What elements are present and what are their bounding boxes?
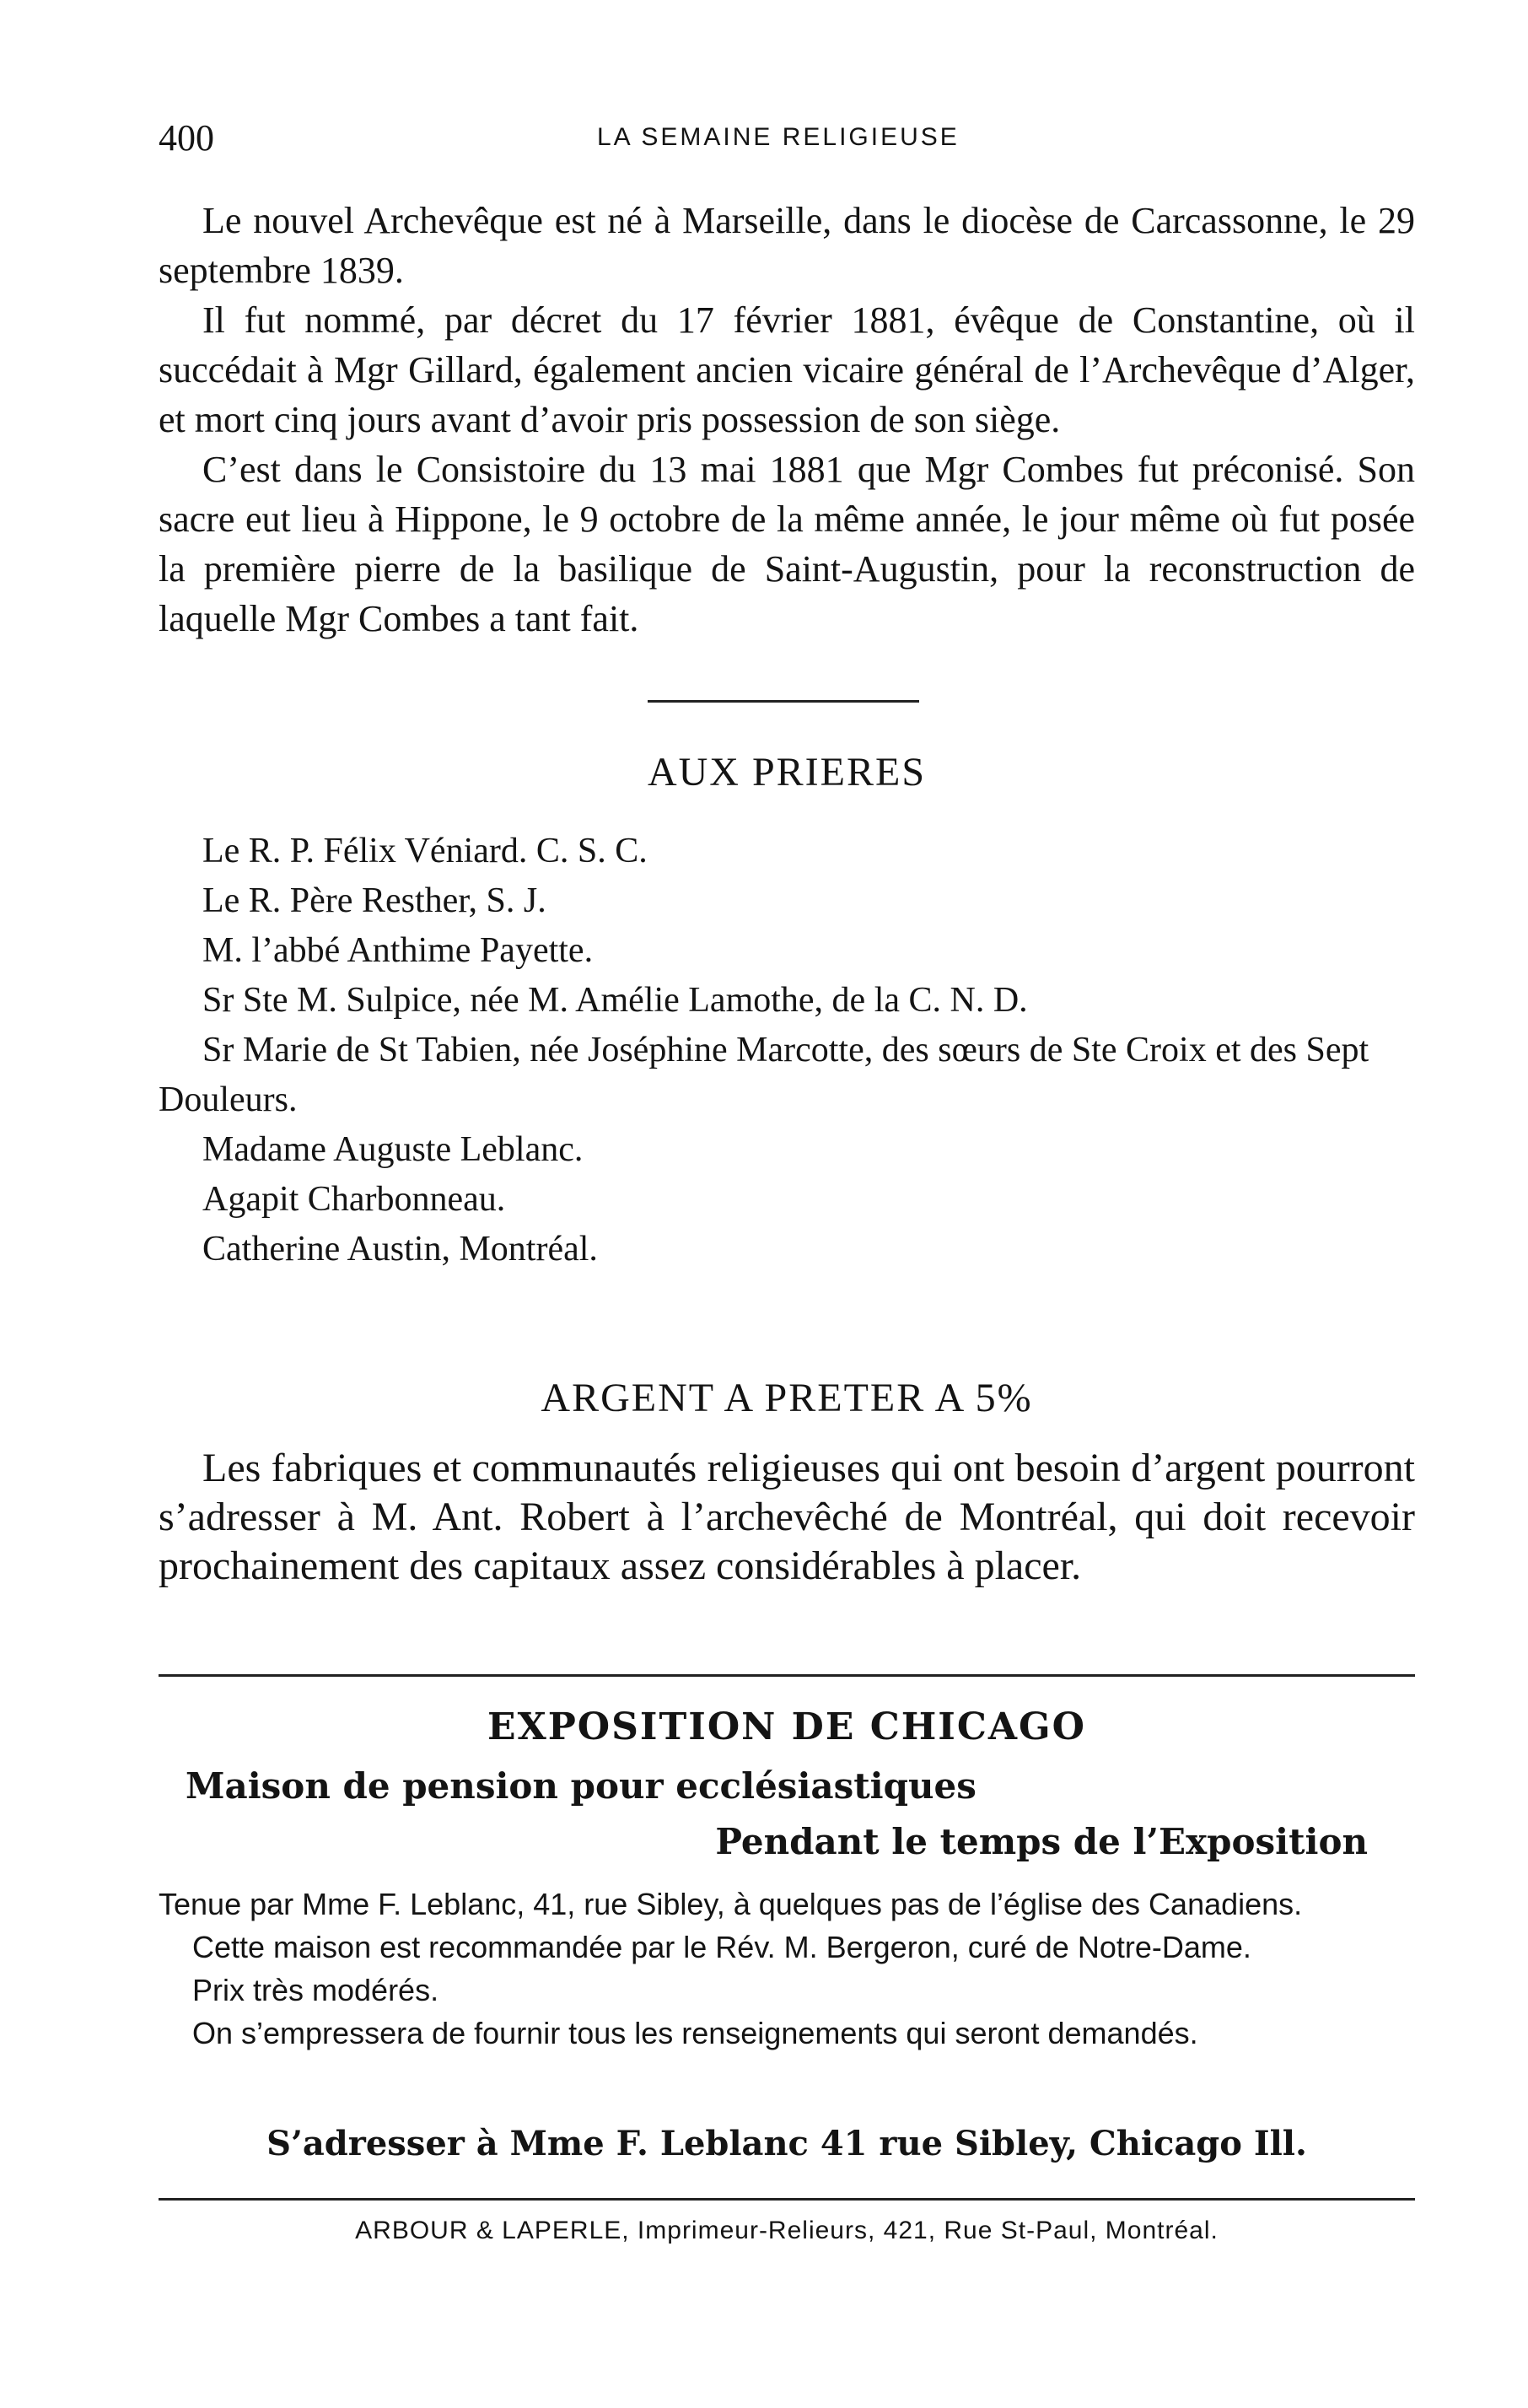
chicago-subtitle: Maison de pension pour ecclésiastiques — [186, 1765, 977, 1807]
printer-imprint: ARBOUR & LAPERLE, Imprimeur-Relieurs, 421, Rue St-Paul, Montréal. — [355, 2217, 1219, 2244]
prayers-heading: AUX PRIERES — [647, 750, 927, 795]
chicago-line: Tenue par Mme F. Leblanc, 41, rue Sibley, à quelques pas de l’église des Canadiens. — [159, 1887, 1303, 1921]
prayer-item: Sr Ste M. Sulpice, née M. Amélie Lamothe, de la C. N. D. — [202, 981, 1028, 1020]
prayer-item: Agapit Charbonneau. — [202, 1180, 506, 1219]
section-divider — [159, 1674, 1415, 1677]
chicago-subtitle: Pendant le temps de l’Exposition — [715, 1821, 1368, 1862]
loan-heading: ARGENT A PRETER A 5% — [541, 1376, 1033, 1420]
page-number: 400 — [159, 117, 214, 159]
prayer-item: Le R. Père Resther, S. J. — [202, 881, 546, 920]
prayers-list — [159, 827, 1415, 1274]
prayer-item: M. l’abbé Anthime Payette. — [202, 931, 594, 970]
section-divider — [648, 700, 919, 703]
chicago-address: S’adresser à Mme F. Leblanc 41 rue Sibley, Chicago Ill. — [266, 2124, 1307, 2163]
prayer-item: Catherine Austin, Montréal. — [202, 1230, 598, 1269]
chicago-line: On s’empressera de fournir tous les renseignements qui seront demandés. — [192, 2016, 1198, 2050]
intro-paragraph: Le nouvel Archevêque est né à Marseille, dans le diocèse de Carcassonne, le 29 septembre 1839. — [159, 200, 1415, 291]
running-title: LA SEMAINE RELIGIEUSE — [597, 123, 960, 151]
prayer-item: Sr Marie de St Tabien, née Joséphine Marcotte, des sœurs de Ste Croix et des Sept Douleurs. — [159, 1031, 1369, 1119]
running-header — [159, 116, 1415, 159]
prayer-item: Le R. P. Félix Véniard. C. S. C. — [202, 832, 648, 870]
intro-paragraph: Il fut nommé, par décret du 17 février 1881, évêque de Constantine, où il succédait à Mgr Gillard, également ancien vicaire général de l’Archevêque d’Alger, et mort cinq jours avant d’avoir pris possession de son siège. — [159, 299, 1415, 440]
prayer-item: Madame Auguste Leblanc. — [202, 1130, 584, 1169]
chicago-details — [159, 1883, 1415, 2055]
loan-notice — [159, 1444, 1415, 1591]
footer-divider — [159, 2198, 1415, 2201]
intro-paragraph: C’est dans le Consistoire du 13 mai 1881 que Mgr Combes fut préconisé. Son sacre eut lieu à Hippone, le 9 octobre de la même année, le jour même où fut posée la première pierre de la basilique de Saint-Augustin, pour la reconstruction de laquelle Mgr Combes a tant fait. — [159, 449, 1415, 639]
chicago-title: EXPOSITION DE CHICAGO — [487, 1705, 1086, 1748]
chicago-line: Prix très modérés. — [192, 1973, 439, 2007]
intro-text — [159, 196, 1415, 644]
chicago-line: Cette maison est recommandée par le Rév. M. Bergeron, curé de Notre-Dame. — [192, 1930, 1251, 1964]
loan-text: Les fabriques et communautés religieuses qui ont besoin d’argent pourront s’adresser à M. Ant. Robert à l’archevêché de Montréal, qui doit recevoir prochainement des capitaux assez considérables à placer. — [159, 1446, 1415, 1588]
